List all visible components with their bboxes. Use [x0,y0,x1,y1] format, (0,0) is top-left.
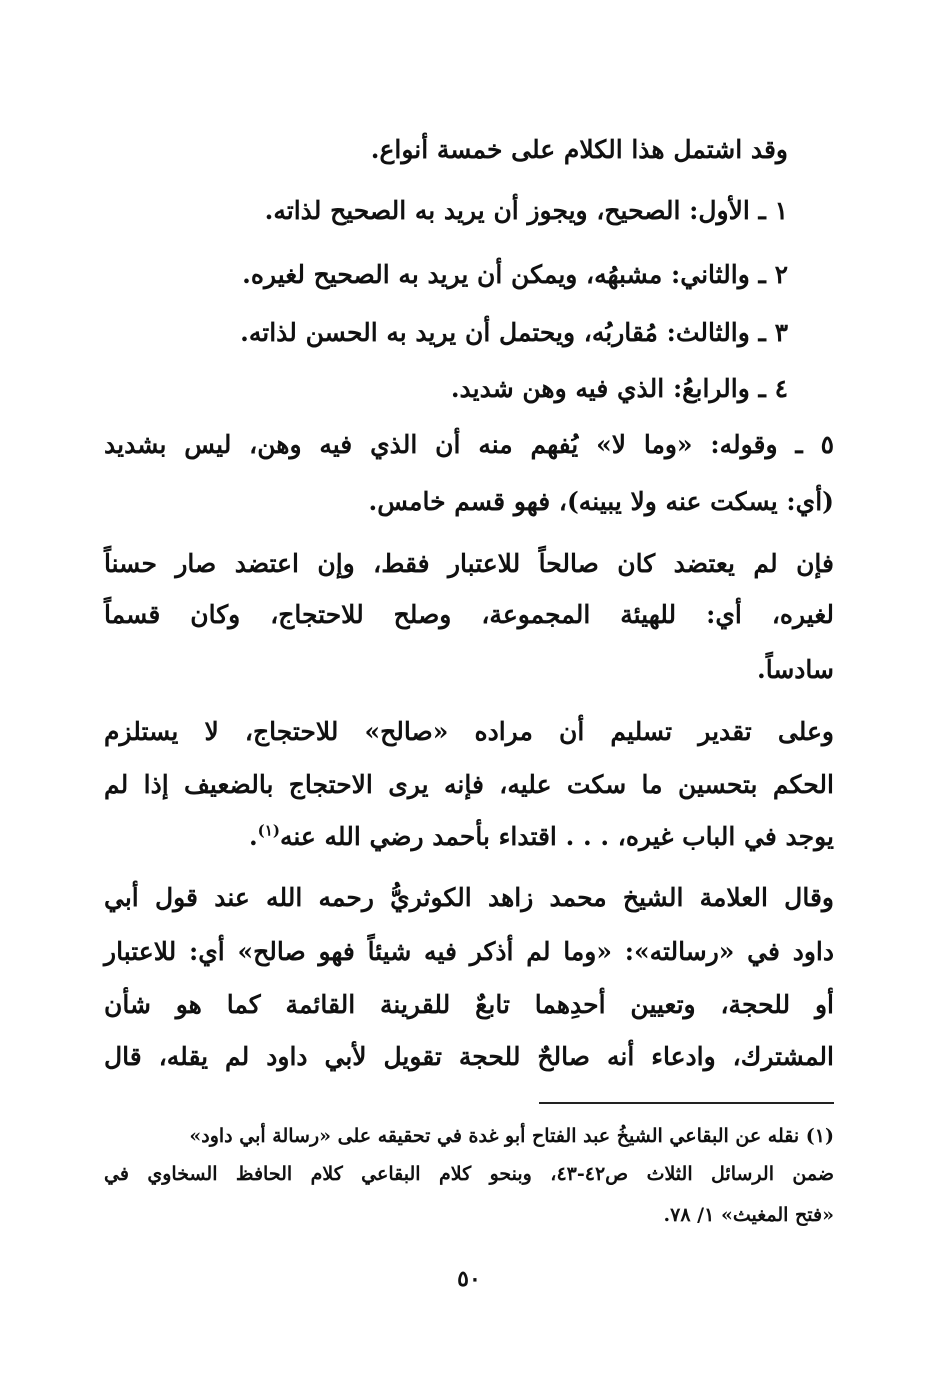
text-line-1: وقد اشتمل هذا الكلام على خمسة أنواع. [370,135,788,164]
footnote-line-1: (١) نقله عن البقاعي الشيخُ عبد الفتاح أبو غدة في تحقيقه على «رسالة أبي داود» [189,1125,834,1147]
list-item-4: ٤ ـ والرابعُ: الذي فيه وهن شديد. [450,374,788,403]
page-number: ٥٠ [457,1266,481,1292]
list-item-1: ١ ـ الأول: الصحيح، ويجوز أن يريد به الصحيح لذاته. [264,196,788,225]
paragraph-3-line-1: وعلى تقدير تسليم أن مراده «صالح» للاحتجاج، لا يستلزم [104,717,834,746]
list-item-2: ٢ ـ والثاني: مشبهُه، ويمكن أن يريد به الصحيح لغيره. [242,260,788,289]
paragraph-4-line-3: أو للحجة، وتعيين أحدِهما تابعٌ للقرينة القائمة كما هو شأن [104,990,834,1019]
footnote-line-3: «فتح المغيث» ١/ ٧٨. [663,1204,834,1226]
paragraph-2-line-3: سادساً. [757,655,834,684]
paragraph-2-line-1: فإن لم يعتضد كان صالحاً للاعتبار فقط، وإن اعتضد صار حسناً [104,549,834,578]
paragraph-3-line-3 [104,822,834,851]
footnote-separator [539,1102,834,1104]
paragraph-2-line-2: لغيره، أي: للهيئة المجموعة، وصلح للاحتجاج، وكان قسماً [104,600,834,629]
paragraph-3-line-2: الحكم بتحسين ما سكت عليه، فإنه يرى الاحتجاج بالضعيف إذا لم [104,770,834,799]
paragraph-3-line-3-text: يوجد في الباب غيره، . . . اقتداء بأحمد رضي الله عنه [279,822,834,851]
list-item-5-line-1: ٥ ـ وقوله: «وما لا» يُفهم منه أن الذي فيه وهن، ليس بشديد [104,430,834,459]
line-end-period: . [248,822,258,851]
footnote-reference: (١) [257,821,280,840]
list-item-3: ٣ ـ والثالث: مُقاربُه، ويحتمل أن يريد به الحسن لذاته. [240,318,788,347]
list-item-5-line-2: (أي: يسكت عنه ولا يبينه)، فهو قسم خامس. [368,487,834,516]
paragraph-4-line-1: وقال العلامة الشيخ محمد زاهد الكوثريُّ رحمه الله عند قول أبي [104,883,834,912]
paragraph-4-line-4: المشترك، وادعاء أنه صالحٌ للحجة تقويل لأبي داود لم يقله، قال [104,1042,834,1071]
footnote-line-2: ضمن الرسائل الثلاث ص٤٢-٤٣، وبنحو كلام البقاعي كلام الحافظ السخاوي في [104,1163,835,1185]
paragraph-4-line-2: داود في «رسالته»: «وما لم أذكر فيه شيئاً فهو صالح» أي: للاعتبار [104,937,834,966]
